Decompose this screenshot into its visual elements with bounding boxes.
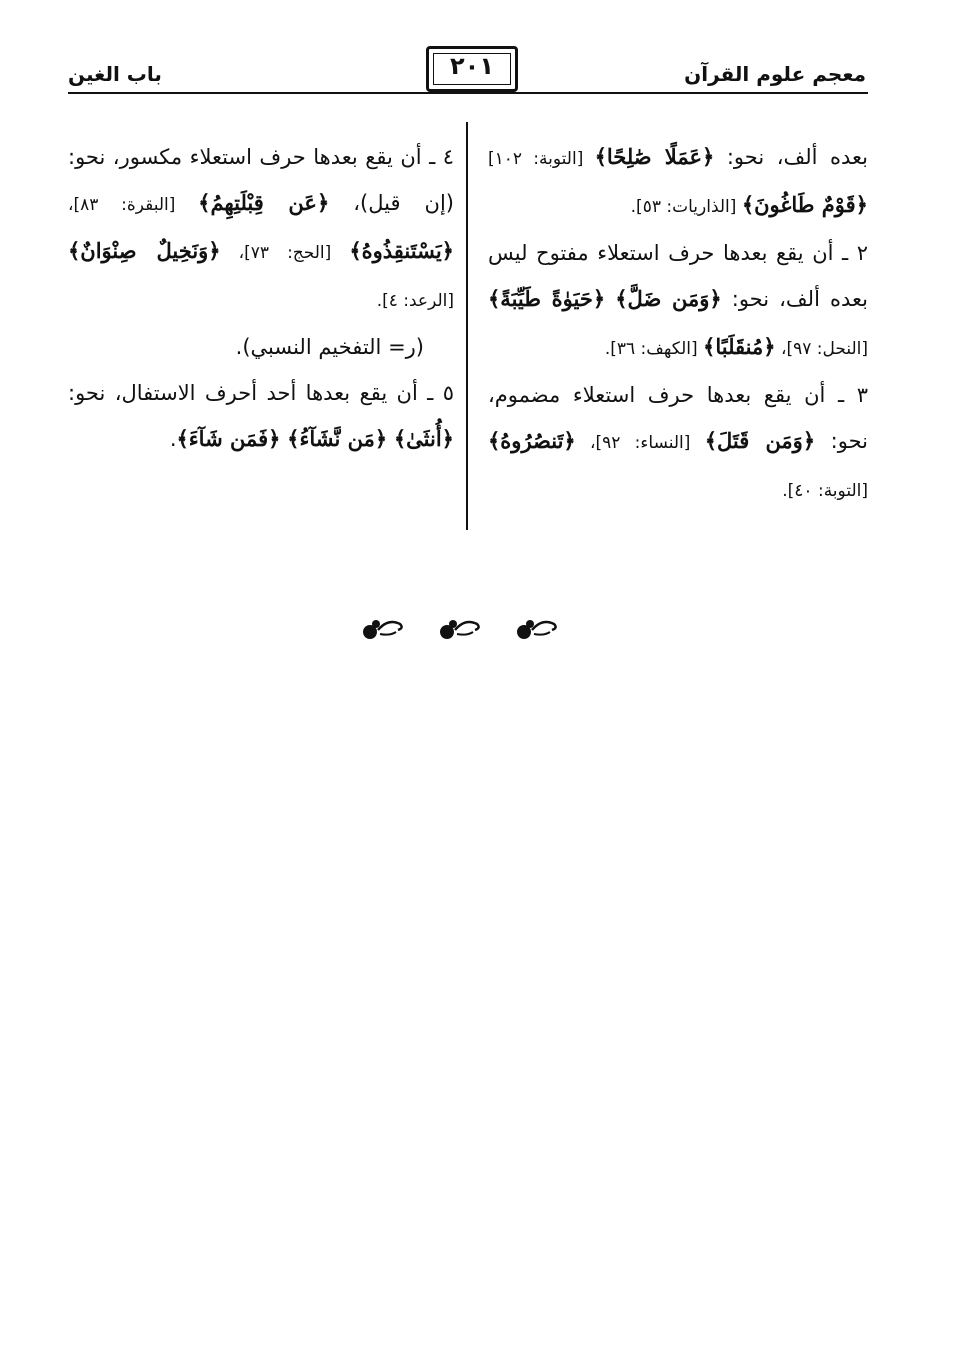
- text: [605, 287, 615, 311]
- quran-quote: ﴿عَن قِبْلَتِهِمُ﴾: [198, 190, 330, 215]
- quran-quote: ﴿وَمَن قَتَلَ﴾: [704, 428, 816, 453]
- quran-quote: ﴿تَنصُرُوهُ﴾: [488, 428, 576, 453]
- section-end-ornaments: [360, 614, 560, 642]
- book-title: معجم علوم القرآن: [684, 62, 866, 86]
- text: بعده ألف، نحو:: [714, 145, 868, 169]
- floral-ornament-icon: [360, 614, 406, 642]
- right-column: [488, 134, 868, 514]
- chapter-title: باب الغين: [68, 62, 162, 86]
- column-divider: [466, 122, 468, 530]
- quran-quote: ﴿أُنثَىٰ﴾: [393, 426, 454, 451]
- quran-quote: ﴿يَسْتَنقِذُوهُ﴾: [349, 238, 454, 263]
- text: .: [169, 427, 177, 451]
- text: ٥ ـ أن يقع بعدها أحد أحرف الاستفال، نحو:: [68, 381, 454, 405]
- paragraph-2: [488, 230, 868, 372]
- page-number: ٢٠١: [450, 52, 494, 80]
- citation: [النحل: ٩٧]،: [775, 339, 868, 359]
- quran-quote: ﴿مَن نَّشَآءُ﴾: [287, 426, 388, 451]
- text: ٤ ـ أن يقع بعدها حرف استعلاء مكسور، نحو: (إن قيل)،: [68, 145, 454, 215]
- floral-ornament-icon: [437, 614, 483, 642]
- cross-reference: (ر= التفخيم النسبي).: [235, 335, 424, 359]
- text: [387, 427, 394, 451]
- citation: [البقرة: ٨٣]،: [68, 195, 199, 215]
- citation: [الذاريات: ٥٣].: [630, 197, 742, 217]
- citation: [التوبة: ٤٠].: [782, 481, 868, 501]
- quran-quote: ﴿حَيَوٰةً طَيِّبَةً﴾: [488, 286, 606, 311]
- quran-quote: ﴿عَمَلًا صَٰلِحًا﴾: [594, 144, 715, 169]
- quran-quote: ﴿وَنَخِيلٌ صِنْوَانٌ﴾: [68, 238, 221, 263]
- quran-quote: ﴿وَمَن ضَلَّ﴾: [615, 286, 722, 311]
- paragraph-1-continuation: [488, 134, 868, 230]
- text: ٢ ـ أن يقع بعدها حرف استعلاء مفتوح ليس بعده ألف، نحو:: [488, 241, 868, 311]
- left-column: [68, 134, 454, 462]
- quran-quote: ﴿فَمَن شَآءَ﴾: [176, 426, 281, 451]
- quran-quote: ﴿مُنقَلَبًا﴾: [703, 334, 776, 359]
- citation: [التوبة: ١٠٢]: [488, 149, 595, 169]
- paragraph-4: [68, 134, 454, 324]
- header-rule: [68, 92, 868, 94]
- paragraph-3: [488, 372, 868, 514]
- quran-quote: ﴿قَوْمٌ طَاغُونَ﴾: [741, 192, 868, 217]
- paragraph-5: [68, 370, 454, 462]
- citation: [الكهف: ٣٦].: [604, 339, 704, 359]
- citation: [الرعد: ٤].: [376, 291, 454, 311]
- floral-ornament-icon: [514, 614, 560, 642]
- text: ٣ ـ أن يقع بعدها حرف استعلاء مضموم، نحو:: [488, 383, 869, 453]
- citation: [الحج: ٧٣]،: [220, 243, 350, 263]
- citation: [النساء: ٩٢]،: [575, 433, 705, 453]
